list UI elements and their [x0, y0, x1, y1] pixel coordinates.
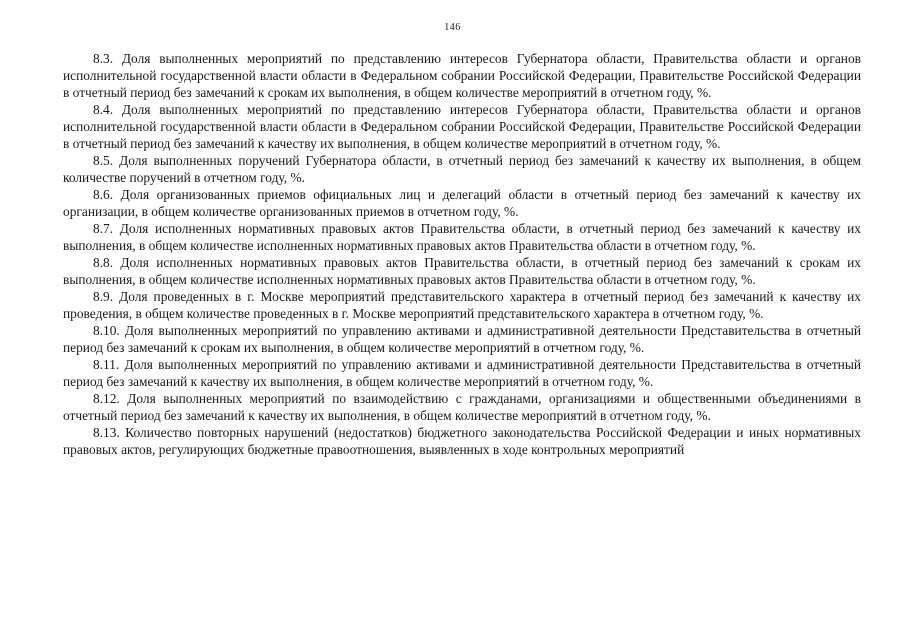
paragraph-8-13: 8.13. Количество повторных нарушений (недостатков) бюджетного законодательства Российской Федерации и иных нормативных правовых актов, регулирующих бюджетные правоотношения, выявленных в ходе контрольных мероприятий	[63, 425, 861, 457]
paragraph-8-5: 8.5. Доля выполненных поручений Губернатора области, в отчетный период без замечаний к качеству их выполнения, в общем количестве поручений в отчетном году, %.	[63, 153, 861, 185]
paragraph-8-3: 8.3. Доля выполненных мероприятий по представлению интересов Губернатора области, Правительства области и органов исполнительной государственной власти области в Федеральном собрании Российской Федерации, Правительстве Российской Федерации в отчетный период без замечаний к срокам их выполнения, в общем количестве мероприятий в отчетном году, %.	[63, 51, 861, 100]
paragraph-8-11: 8.11. Доля выполненных мероприятий по управлению активами и административной деятельности Представительства в отчетный период без замечаний к качеству их выполнения, в общем количестве мероприятий в отчетном году, %.	[63, 357, 861, 389]
paragraph-8-12: 8.12. Доля выполненных мероприятий по взаимодействию с гражданами, организациями и общественными объединениями в отчетный период без замечаний к качеству их выполнения, в общем количестве мероприятий в отчетном году, %.	[63, 391, 861, 423]
paragraph-8-9: 8.9. Доля проведенных в г. Москве мероприятий представительского характера в отчетный период без замечаний к качеству их проведения, в общем количестве проведенных в г. Москве мероприятий представительского характера в отчетном году, %.	[63, 289, 861, 321]
paragraph-8-8: 8.8. Доля исполненных нормативных правовых актов Правительства области, в отчетный период без замечаний к срокам их выполнения, в общем количестве исполненных нормативных правовых актов Правительства области в отчетном году, %.	[63, 255, 861, 287]
paragraph-8-10: 8.10. Доля выполненных мероприятий по управлению активами и административной деятельности Представительства в отчетный период без замечаний к срокам их выполнения, в общем количестве мероприятий в отчетном году, %.	[63, 323, 861, 355]
page-number: 146	[444, 22, 461, 33]
paragraph-8-6: 8.6. Доля организованных приемов официальных лиц и делегаций области в отчетный период без замечаний к качеству их организации, в общем количестве организованных приемов в отчетном году, %.	[63, 187, 861, 219]
paragraph-8-7: 8.7. Доля исполненных нормативных правовых актов Правительства области, в отчетный период без замечаний к качеству их выполнения, в общем количестве исполненных нормативных правовых актов Правительства области в отчетном году, %.	[63, 221, 861, 253]
document-body	[63, 50, 861, 458]
paragraph-8-4: 8.4. Доля выполненных мероприятий по представлению интересов Губернатора области, Правительства области и органов исполнительной государственной власти области в Федеральном собрании Российской Федерации, Правительстве Российской Федерации в отчетный период без замечаний к качеству их выполнения, в общем количестве мероприятий в отчетном году, %.	[63, 102, 861, 151]
